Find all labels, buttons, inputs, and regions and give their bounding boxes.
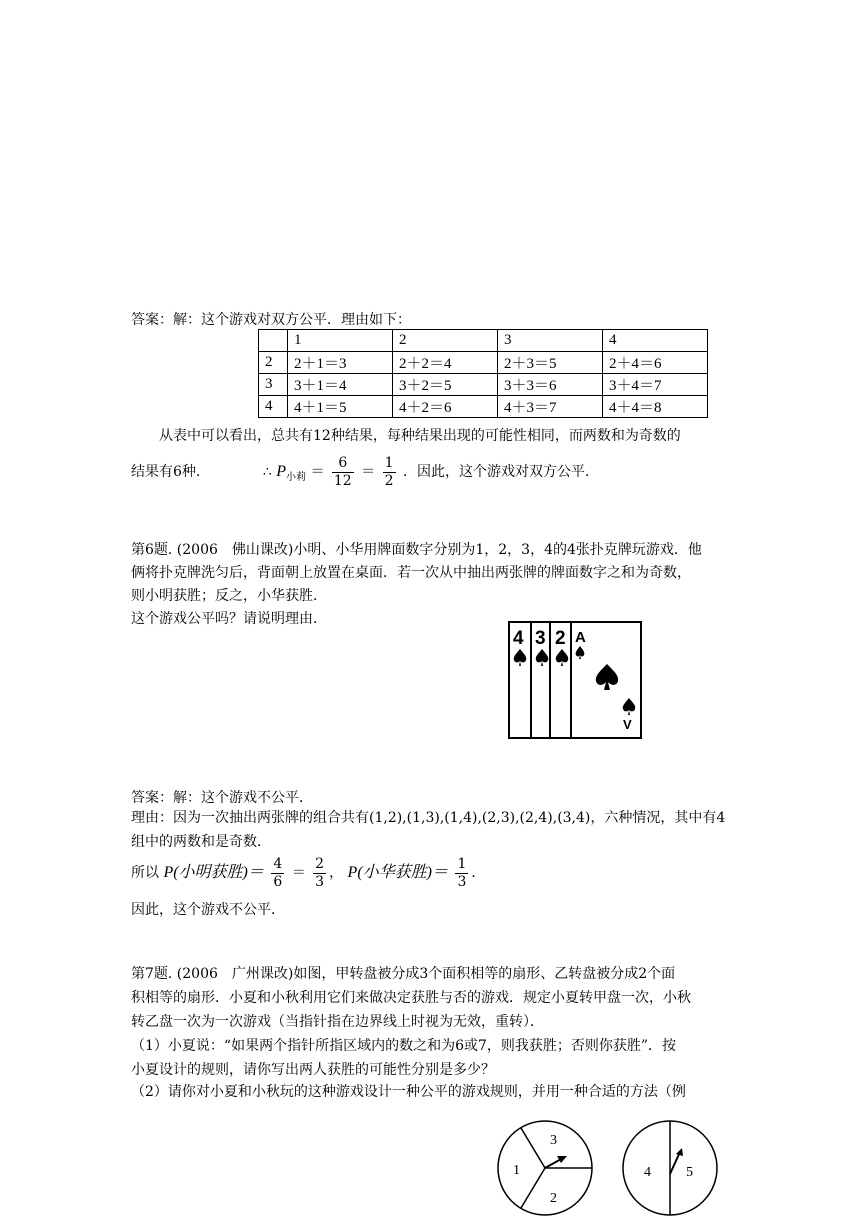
spade-icon — [596, 664, 618, 690]
answer2-prefix: 所以 — [131, 865, 159, 881]
fraction-denominator: 2 — [384, 472, 394, 489]
card-a-corner-label: V — [623, 717, 632, 732]
q7-line4: （1）小夏说：“如果两个指针所指区域内的数之和为6或7，则我获胜；否则你获胜”．按 — [131, 1038, 677, 1054]
answer1-formula-line — [131, 454, 599, 496]
fraction — [455, 856, 468, 891]
fraction — [383, 455, 396, 490]
q6-line2: 俩将扑克牌洗匀后，背面朝上放置在桌面．若一次从中抽出两张牌的牌面数字之和为奇数， — [131, 565, 691, 581]
card-a-label: A — [575, 629, 586, 646]
spinner-b-pointer — [670, 1152, 680, 1174]
equals-sign: ＝ — [291, 865, 306, 881]
fraction-denominator: 3 — [457, 873, 467, 890]
q7-line6: （2）请你对小夏和小秋玩的这种游戏设计一种公平的游戏规则，并用一种合适的方法（例 — [131, 1084, 686, 1100]
table-row — [259, 396, 708, 418]
answer2-probability-line — [131, 855, 485, 891]
fraction-numerator: 4 — [273, 855, 283, 872]
table-row-header: 2 — [259, 352, 288, 374]
table-corner — [259, 330, 288, 352]
spinner-a-sector-label: 1 — [513, 1163, 520, 1178]
q6-line4: 这个游戏公平吗？请说明理由． — [131, 611, 327, 627]
table-col-header: 4 — [603, 330, 708, 352]
answer1-paragraph-line1: 从表中可以看出，总共有12种结果，每种结果出现的可能性相同，而两数和为奇数的 — [159, 428, 681, 444]
table-cell: 4＋1＝5 — [288, 396, 393, 418]
sum-table — [258, 329, 708, 418]
therefore-symbol: ∴ — [262, 464, 272, 480]
equals-sign: ＝ — [310, 464, 325, 480]
spinner-b-sector-label: 4 — [644, 1165, 651, 1180]
answer2-line2: 理由：因为一次抽出两张牌的组合共有(1,2),(1,3),(1,4),(2,3),(2,4),(3,4)，六种情况，其中有4 — [131, 810, 726, 826]
table-row — [259, 352, 708, 374]
separator: ， — [329, 865, 344, 881]
card-2-label: 2 — [555, 628, 566, 649]
table-col-header: 2 — [393, 330, 498, 352]
spinner-b-sector-label: 5 — [686, 1165, 693, 1180]
table-cell: 2＋1＝3 — [288, 352, 393, 374]
fraction — [271, 856, 284, 891]
fraction-denominator: 3 — [315, 873, 325, 890]
card-4-label: 4 — [513, 628, 524, 649]
probability-xiaoming-label: P(小明获胜)＝ — [163, 864, 264, 881]
table-cell: 2＋2＝4 — [393, 352, 498, 374]
arrow-icon — [676, 1148, 683, 1156]
fraction-numerator: 2 — [315, 855, 325, 872]
fraction-denominator: 6 — [273, 873, 283, 890]
table-row-header: 4 — [259, 396, 288, 418]
period: ． — [471, 865, 486, 881]
table-cell: 4＋4＝8 — [603, 396, 708, 418]
table-cell: 3＋2＝5 — [393, 374, 498, 396]
fraction — [313, 856, 326, 891]
spade-icon — [623, 698, 636, 715]
equals-sign: ＝ — [361, 464, 376, 480]
answer1-paragraph-line2: 结果有6种． — [131, 464, 210, 480]
spinner-a-sector-label: 3 — [550, 1133, 557, 1148]
fraction-numerator: 6 — [332, 455, 354, 473]
spinner-a-sector-label: 2 — [550, 1191, 557, 1206]
q6-line1: 第6题. (2006 佛山课改)小明、小华用牌面数字分别为1，2，3，4的4张扑克牌玩游戏．他 — [131, 542, 702, 558]
fraction — [332, 455, 354, 490]
answer1-conclusion: ．因此，这个游戏对双方公平． — [403, 464, 599, 480]
fraction-numerator: 1 — [384, 454, 394, 471]
card-3-label: 3 — [535, 628, 546, 649]
probability-xiaohua-label: P(小华获胜)＝ — [347, 864, 448, 881]
table-col-header: 3 — [498, 330, 603, 352]
table-cell: 2＋3＝5 — [498, 352, 603, 374]
answer2-line1: 答案：解：这个游戏不公平． — [131, 790, 313, 806]
spade-icon — [536, 649, 549, 666]
table-cell: 2＋4＝6 — [603, 352, 708, 374]
table-cell: 3＋3＝6 — [498, 374, 603, 396]
probability-subscript: 小莉 — [285, 472, 306, 483]
table-row-header: 3 — [259, 374, 288, 396]
spade-icon — [556, 649, 569, 666]
table-cell: 3＋4＝7 — [603, 374, 708, 396]
q7-line5: 小夏设计的规则，请你写出两人获胜的可能性分别是多少？ — [131, 1062, 495, 1078]
table-cell: 4＋2＝6 — [393, 396, 498, 418]
q7-line1: 第7题. (2006 广州课改)如图，甲转盘被分成3个面积相等的扇形、乙转盘被分成2个面 — [131, 966, 676, 982]
q7-line2: 积相等的扇形．小夏和小秋利用它们来做决定获胜与否的游戏．规定小夏转甲盘一次，小秋 — [131, 990, 691, 1006]
table-row — [259, 330, 708, 352]
answer2-line3: 组中的两数和是奇数． — [131, 834, 271, 850]
probability-symbol: P — [276, 463, 286, 480]
spade-icon — [514, 649, 527, 666]
spinner-a-figure — [495, 1118, 595, 1216]
fraction-numerator: 1 — [457, 855, 467, 872]
table-cell: 3＋1＝4 — [288, 374, 393, 396]
spade-icon — [576, 646, 585, 659]
q7-line3: 转乙盘一次为一次游戏（当指针指在边界线上时视为无效，重转）． — [131, 1014, 544, 1030]
table-col-header: 1 — [288, 330, 393, 352]
answer1-intro: 答案：解：这个游戏对双方公平．理由如下： — [131, 312, 411, 328]
spinner-b-figure — [620, 1118, 720, 1216]
playing-cards-figure — [505, 620, 645, 742]
q6-line3: 则小明获胜；反之，小华获胜． — [131, 588, 327, 604]
table-cell: 4＋3＝7 — [498, 396, 603, 418]
fraction-denominator: 12 — [333, 472, 352, 489]
table-row — [259, 374, 708, 396]
answer2-line5: 因此，这个游戏不公平． — [131, 902, 285, 918]
